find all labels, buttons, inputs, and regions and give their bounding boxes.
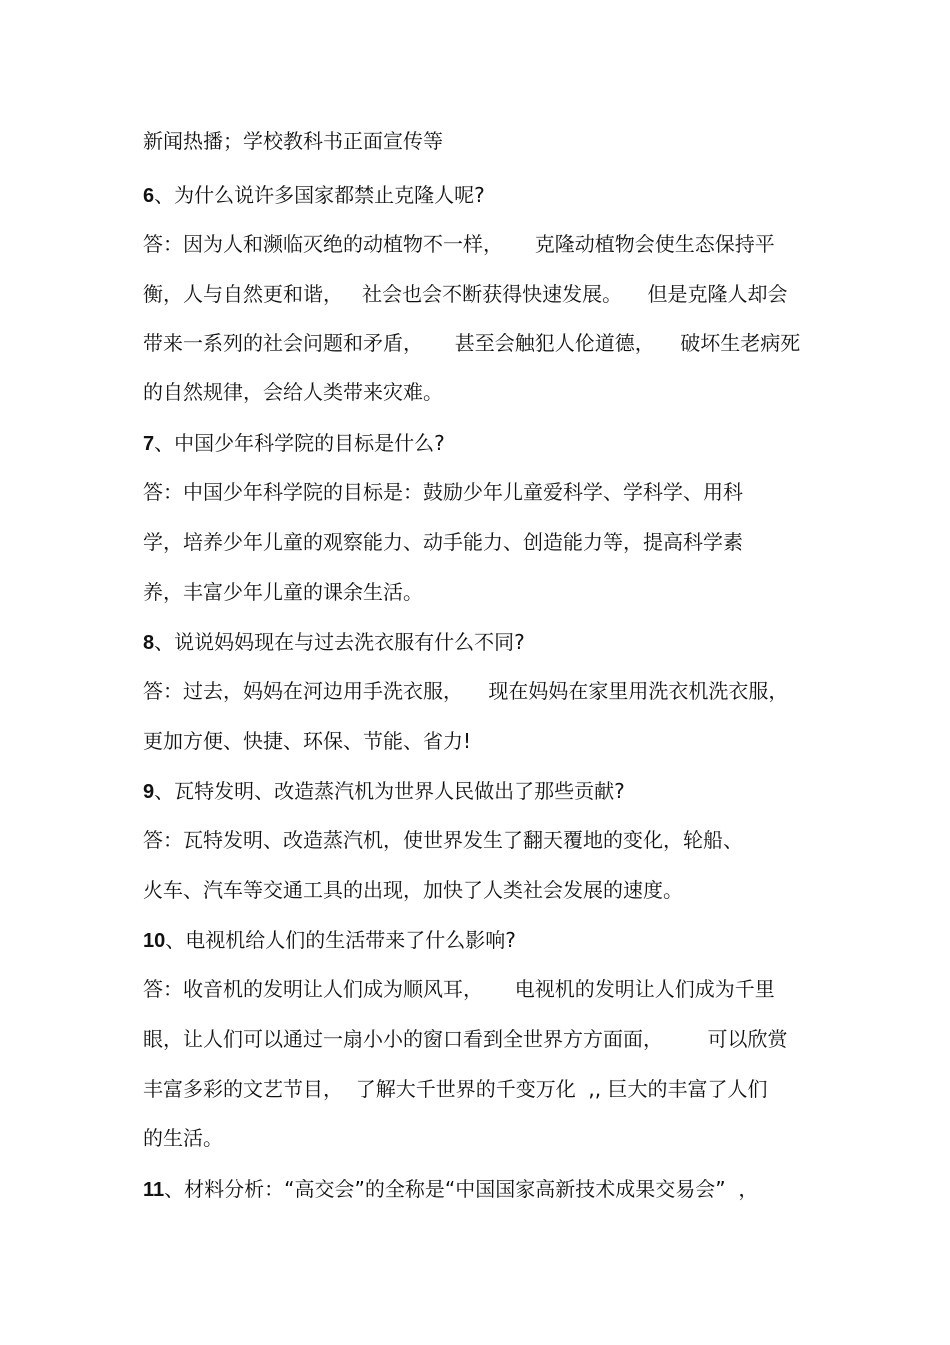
question-9: 9、瓦特发明、改造蒸汽机为世界人民做出了那些贡献? <box>143 779 625 803</box>
question-7: 7、中国少年科学院的目标是什么? <box>143 431 445 455</box>
question-10: 10、电视机给人们的生活带来了什么影响? <box>143 928 516 952</box>
question-number: 6 <box>143 185 155 207</box>
question-6: 6、为什么说许多国家都禁止克隆人呢? <box>143 183 485 207</box>
answer-line: 衡，人与自然更和谐， 社会也会不断获得快速发展。 但是克隆人却会 <box>143 282 788 306</box>
answer-line: 的生活。 <box>143 1126 223 1150</box>
question-11: 11、材料分析：“高交会”的全称是“中国国家高新技术成果交易会” ， <box>143 1177 759 1201</box>
question-number: 8 <box>143 632 155 654</box>
answer-line: 丰富多彩的文艺节目， 了解大千世界的千变万化 ,, 巨大的丰富了人们 <box>143 1077 768 1101</box>
answer-line: 学，培养少年儿童的观察能力、动手能力、创造能力等，提高科学素 <box>143 530 743 554</box>
answer-line: 的自然规律，会给人类带来灾难。 <box>143 380 443 404</box>
question-number: 7 <box>143 433 155 455</box>
answer-line: 火车、汽车等交通工具的出现，加快了人类社会发展的速度。 <box>143 878 683 902</box>
answer-line: 答：因为人和濒临灭绝的动植物不一样， 克隆动植物会使生态保持平 <box>143 232 775 256</box>
question-8: 8、说说妈妈现在与过去洗衣服有什么不同? <box>143 630 525 654</box>
answer-line: 答：中国少年科学院的目标是：鼓励少年儿童爱科学、学科学、用科 <box>143 480 743 504</box>
answer-line: 答：收音机的发明让人们成为顺风耳， 电视机的发明让人们成为千里 <box>143 977 775 1001</box>
answer-line: 更加方便、快捷、环保、节能、省力! <box>143 729 472 753</box>
answer-line: 答：瓦特发明、改造蒸汽机，使世界发生了翻天覆地的变化，轮船、 <box>143 828 743 852</box>
question-number: 10 <box>143 930 166 952</box>
answer-line: 答：过去，妈妈在河边用手洗衣服， 现在妈妈在家里用洗衣机洗衣服， <box>143 679 789 703</box>
answer-line: 眼，让人们可以通过一扇小小的窗口看到全世界方方面面， 可以欣赏 <box>143 1027 788 1051</box>
question-number: 9 <box>143 781 155 803</box>
answer-line: 养，丰富少年儿童的课余生活。 <box>143 580 423 604</box>
question-number: 11 <box>143 1179 165 1201</box>
answer-line: 带来一系列的社会问题和矛盾， 甚至会触犯人伦道德， 破坏生老病死 <box>143 331 801 355</box>
text-line: 新闻热播；学校教科书正面宣传等 <box>143 129 443 153</box>
